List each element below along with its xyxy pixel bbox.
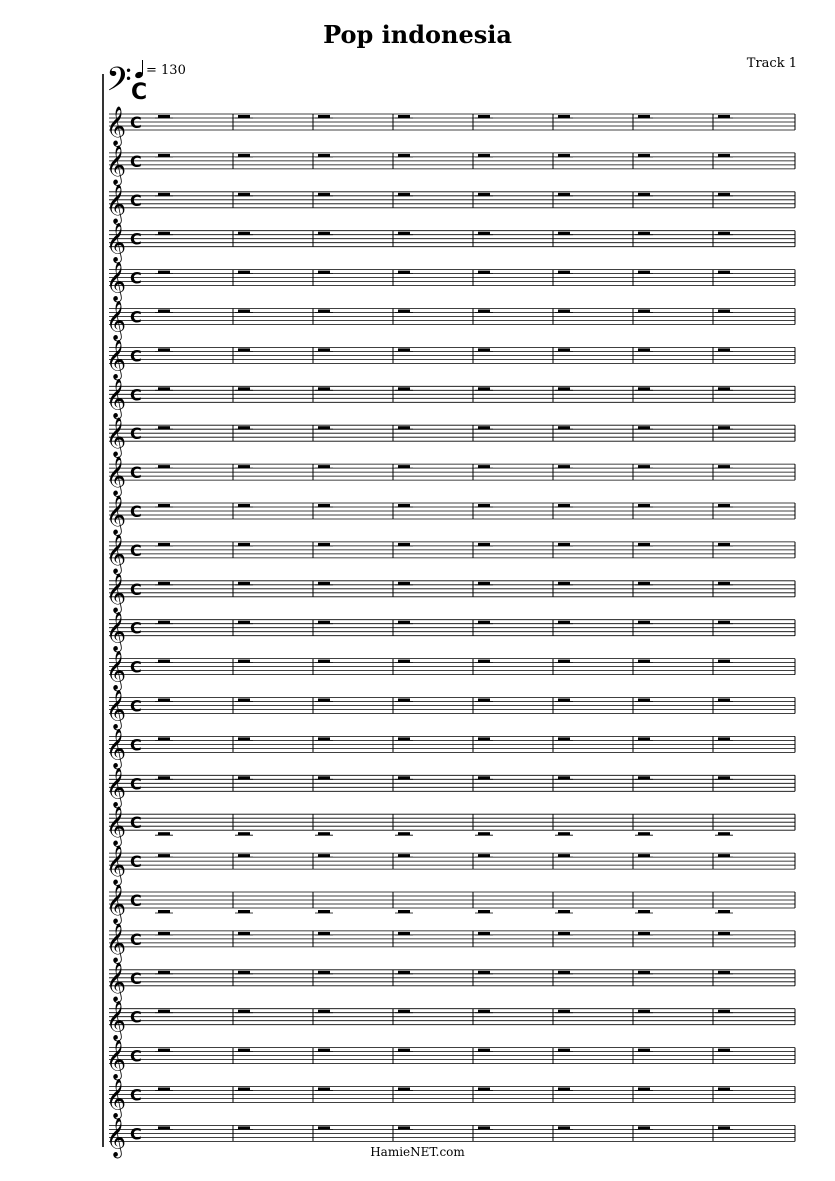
half-rest-icon: [398, 854, 410, 857]
half-rest-icon: [238, 426, 250, 429]
half-rest-icon: [638, 699, 650, 702]
half-rest-icon: [558, 387, 570, 390]
common-time-icon: C: [130, 891, 142, 910]
half-rest-icon: [238, 1126, 250, 1129]
half-rest-icon: [318, 154, 330, 157]
half-rest-icon: [478, 660, 490, 663]
half-rest-icon: [398, 426, 410, 429]
half-rest-icon: [158, 115, 170, 118]
treble-clef-icon: 𝄞: [106, 378, 127, 419]
half-rest-icon: [158, 1010, 170, 1013]
half-rest-icon: [718, 1049, 730, 1052]
half-rest-icon: [238, 310, 250, 313]
half-rest-icon: [558, 776, 570, 779]
half-rest-icon: [238, 854, 250, 857]
half-rest-icon: [238, 660, 250, 663]
treble-clef-icon: 𝄞: [106, 300, 127, 341]
half-rest-icon: [238, 193, 250, 196]
half-rest-icon: [478, 776, 490, 779]
half-rest-icon: [398, 932, 410, 935]
half-rest-icon: [238, 1010, 250, 1013]
half-rest-icon: [558, 621, 570, 624]
half-rest-icon: [238, 832, 250, 835]
half-rest-icon: [318, 504, 330, 507]
half-rest-icon: [478, 543, 490, 546]
half-rest-icon: [318, 1088, 330, 1091]
half-rest-icon: [718, 699, 730, 702]
half-rest-icon: [318, 426, 330, 429]
common-time-icon: C: [130, 1046, 142, 1066]
half-rest-icon: [638, 737, 650, 740]
half-rest-icon: [478, 971, 490, 974]
half-rest-icon: [638, 504, 650, 507]
half-rest-icon: [318, 737, 330, 740]
half-rest-icon: [558, 271, 570, 274]
half-rest-icon: [638, 310, 650, 313]
treble-clef-icon: 𝄞: [106, 183, 127, 224]
treble-clef-icon: 𝄞: [106, 222, 127, 263]
half-rest-icon: [158, 504, 170, 507]
half-rest-icon: [318, 971, 330, 974]
half-rest-icon: [638, 854, 650, 857]
half-rest-icon: [238, 115, 250, 118]
half-rest-icon: [558, 348, 570, 351]
half-rest-icon: [158, 854, 170, 857]
half-rest-icon: [158, 582, 170, 585]
half-rest-icon: [638, 971, 650, 974]
treble-clef-icon: 𝄞: [106, 884, 127, 924]
half-rest-icon: [718, 465, 730, 468]
treble-clef-icon: 𝄞: [106, 1078, 127, 1119]
half-rest-icon: [238, 232, 250, 235]
half-rest-icon: [478, 1126, 490, 1129]
treble-clef-icon: 𝄞: [106, 495, 127, 535]
half-rest-icon: [158, 737, 170, 740]
half-rest-icon: [158, 932, 170, 935]
half-rest-icon: [158, 387, 170, 390]
half-rest-icon: [318, 582, 330, 585]
half-rest-icon: [238, 387, 250, 390]
half-rest-icon: [718, 271, 730, 274]
half-rest-icon: [318, 1010, 330, 1013]
half-rest-icon: [318, 310, 330, 313]
half-rest-icon: [718, 1010, 730, 1013]
treble-clef-icon: 𝄞: [106, 261, 127, 302]
half-rest-icon: [478, 154, 490, 157]
common-time-icon: C: [130, 968, 142, 988]
half-rest-icon: [238, 1049, 250, 1052]
half-rest-icon: [558, 910, 570, 913]
half-rest-icon: [638, 115, 650, 118]
common-time-icon: C: [130, 813, 142, 833]
half-rest-icon: [718, 193, 730, 196]
half-rest-icon: [238, 699, 250, 702]
half-rest-icon: [638, 426, 650, 429]
treble-clef-icon: 𝄞: [106, 339, 127, 380]
half-rest-icon: [318, 543, 330, 546]
half-rest-icon: [398, 737, 410, 740]
half-rest-icon: [398, 1126, 410, 1129]
half-rest-icon: [398, 504, 410, 507]
half-rest-icon: [478, 504, 490, 507]
half-rest-icon: [558, 582, 570, 585]
half-rest-icon: [718, 932, 730, 935]
half-rest-icon: [718, 232, 730, 235]
half-rest-icon: [318, 699, 330, 702]
half-rest-icon: [398, 115, 410, 118]
half-rest-icon: [478, 115, 490, 118]
half-rest-icon: [238, 465, 250, 468]
half-rest-icon: [558, 232, 570, 235]
half-rest-icon: [638, 465, 650, 468]
common-time-icon: C: [130, 151, 142, 171]
half-rest-icon: [318, 1049, 330, 1052]
half-rest-icon: [398, 543, 410, 546]
half-rest-icon: [638, 271, 650, 274]
half-rest-icon: [158, 832, 170, 835]
half-rest-icon: [478, 348, 490, 351]
half-rest-icon: [558, 115, 570, 118]
half-rest-icon: [558, 154, 570, 157]
half-rest-icon: [718, 426, 730, 429]
half-rest-icon: [638, 543, 650, 546]
half-rest-icon: [558, 1049, 570, 1052]
half-rest-icon: [478, 232, 490, 235]
half-rest-icon: [398, 232, 410, 235]
half-rest-icon: [558, 310, 570, 313]
half-rest-icon: [478, 193, 490, 196]
half-rest-icon: [238, 1088, 250, 1091]
half-rest-icon: [478, 387, 490, 390]
half-rest-icon: [478, 832, 490, 835]
half-rest-icon: [318, 932, 330, 935]
common-time-icon: C: [130, 463, 142, 483]
half-rest-icon: [478, 910, 490, 913]
half-rest-icon: [478, 932, 490, 935]
half-rest-icon: [718, 543, 730, 546]
half-rest-icon: [638, 582, 650, 585]
half-rest-icon: [558, 832, 570, 835]
half-rest-icon: [478, 271, 490, 274]
common-time-icon: C: [130, 696, 142, 716]
treble-clef-icon: 𝄞: [106, 650, 127, 691]
half-rest-icon: [558, 1010, 570, 1013]
half-rest-icon: [478, 737, 490, 740]
treble-clef-icon: 𝄞: [106, 1000, 127, 1041]
half-rest-icon: [478, 1049, 490, 1052]
half-rest-icon: [718, 504, 730, 507]
half-rest-icon: [638, 776, 650, 779]
half-rest-icon: [638, 1088, 650, 1091]
half-rest-icon: [718, 1126, 730, 1129]
half-rest-icon: [398, 1049, 410, 1052]
half-rest-icon: [478, 699, 490, 702]
half-rest-icon: [558, 737, 570, 740]
half-rest-icon: [718, 776, 730, 779]
half-rest-icon: [158, 465, 170, 468]
half-rest-icon: [638, 910, 650, 913]
common-time-icon: C: [130, 579, 142, 599]
half-rest-icon: [158, 910, 170, 913]
treble-clef-icon: 𝄞: [106, 767, 127, 808]
half-rest-icon: [558, 932, 570, 935]
half-rest-icon: [718, 910, 730, 913]
half-rest-icon: [318, 832, 330, 835]
half-rest-icon: [558, 543, 570, 546]
half-rest-icon: [638, 621, 650, 624]
half-rest-icon: [478, 621, 490, 624]
half-rest-icon: [318, 854, 330, 857]
half-rest-icon: [158, 660, 170, 663]
half-rest-icon: [158, 776, 170, 779]
treble-clef-icon: 𝄞: [106, 689, 127, 730]
common-time-icon: C: [130, 618, 142, 638]
half-rest-icon: [558, 1088, 570, 1091]
half-rest-icon: [158, 271, 170, 274]
half-rest-icon: [638, 348, 650, 351]
half-rest-icon: [478, 426, 490, 429]
half-rest-icon: [718, 582, 730, 585]
half-rest-icon: [318, 232, 330, 235]
half-rest-icon: [398, 699, 410, 702]
treble-clef-icon: 𝄞: [106, 806, 127, 847]
half-rest-icon: [398, 621, 410, 624]
half-rest-icon: [238, 271, 250, 274]
half-rest-icon: [478, 854, 490, 857]
treble-clef-icon: 𝄞: [106, 728, 127, 769]
half-rest-icon: [638, 154, 650, 157]
half-rest-icon: [638, 1049, 650, 1052]
half-rest-icon: [318, 387, 330, 390]
half-rest-icon: [398, 582, 410, 585]
half-rest-icon: [718, 854, 730, 857]
common-time-icon: C: [130, 190, 142, 210]
half-rest-icon: [478, 1088, 490, 1091]
treble-clef-icon: 𝄞: [106, 533, 127, 574]
half-rest-icon: [718, 660, 730, 663]
half-rest-icon: [398, 1010, 410, 1013]
half-rest-icon: [158, 426, 170, 429]
half-rest-icon: [398, 193, 410, 196]
half-rest-icon: [558, 465, 570, 468]
half-rest-icon: [318, 348, 330, 351]
half-rest-icon: [158, 621, 170, 624]
track-label: Track 1: [746, 56, 797, 71]
half-rest-icon: [318, 193, 330, 196]
common-time-icon: C: [130, 346, 142, 366]
half-rest-icon: [238, 582, 250, 585]
half-rest-icon: [718, 971, 730, 974]
half-rest-icon: [478, 1010, 490, 1013]
half-rest-icon: [158, 699, 170, 702]
common-time-icon: C: [131, 80, 148, 105]
half-rest-icon: [238, 543, 250, 546]
treble-clef-icon: 𝄞: [106, 144, 127, 185]
half-rest-icon: [638, 1126, 650, 1129]
half-rest-icon: [318, 621, 330, 624]
common-time-icon: C: [130, 657, 142, 677]
common-time-icon: C: [130, 540, 142, 560]
half-rest-icon: [398, 465, 410, 468]
common-time-icon: C: [130, 929, 142, 949]
common-time-icon: C: [130, 1124, 142, 1144]
half-rest-icon: [158, 193, 170, 196]
treble-clef-icon: 𝄞: [106, 845, 127, 886]
half-rest-icon: [398, 387, 410, 390]
half-rest-icon: [718, 387, 730, 390]
half-rest-icon: [318, 271, 330, 274]
treble-clef-icon: 𝄞: [106, 1039, 127, 1080]
half-rest-icon: [638, 660, 650, 663]
half-rest-icon: [718, 621, 730, 624]
half-rest-icon: [558, 193, 570, 196]
half-rest-icon: [718, 115, 730, 118]
half-rest-icon: [558, 1126, 570, 1129]
half-rest-icon: [398, 154, 410, 157]
half-rest-icon: [398, 348, 410, 351]
half-rest-icon: [398, 1088, 410, 1091]
score-title: Pop indonesia: [323, 20, 512, 49]
half-rest-icon: [158, 1088, 170, 1091]
treble-clef-icon: 𝄞: [106, 106, 127, 146]
half-rest-icon: [158, 232, 170, 235]
half-rest-icon: [398, 660, 410, 663]
half-rest-icon: [558, 660, 570, 663]
treble-clef-icon: 𝄞: [106, 922, 127, 963]
half-rest-icon: [398, 310, 410, 313]
half-rest-icon: [238, 154, 250, 157]
half-rest-icon: [158, 310, 170, 313]
half-rest-icon: [718, 1088, 730, 1091]
tempo-marking: = 130: [146, 63, 186, 78]
half-rest-icon: [718, 832, 730, 835]
half-rest-icon: [398, 971, 410, 974]
half-rest-icon: [158, 154, 170, 157]
footer-credit: HamieNET.com: [370, 1145, 465, 1159]
half-rest-icon: [478, 465, 490, 468]
half-rest-icon: [318, 1126, 330, 1129]
half-rest-icon: [318, 776, 330, 779]
common-time-icon: C: [130, 1085, 142, 1105]
half-rest-icon: [318, 660, 330, 663]
half-rest-icon: [158, 1126, 170, 1129]
half-rest-icon: [398, 832, 410, 835]
half-rest-icon: [558, 971, 570, 974]
half-rest-icon: [238, 971, 250, 974]
half-rest-icon: [158, 348, 170, 351]
treble-clef-icon: 𝄞: [106, 1117, 127, 1158]
half-rest-icon: [158, 1049, 170, 1052]
half-rest-icon: [398, 271, 410, 274]
common-time-icon: C: [130, 424, 142, 444]
half-rest-icon: [318, 465, 330, 468]
common-time-icon: C: [130, 229, 142, 249]
common-time-icon: C: [130, 852, 142, 872]
half-rest-icon: [638, 193, 650, 196]
half-rest-icon: [478, 310, 490, 313]
common-time-icon: C: [130, 502, 142, 521]
half-rest-icon: [398, 910, 410, 913]
half-rest-icon: [478, 582, 490, 585]
half-rest-icon: [238, 504, 250, 507]
treble-clef-icon: 𝄞: [106, 611, 127, 652]
half-rest-icon: [318, 115, 330, 118]
half-rest-icon: [238, 776, 250, 779]
half-rest-icon: [718, 348, 730, 351]
common-time-icon: C: [130, 385, 142, 405]
treble-clef-icon: 𝄞: [106, 961, 127, 1002]
treble-clef-icon: 𝄞: [106, 417, 127, 458]
common-time-icon: C: [130, 774, 142, 794]
half-rest-icon: [558, 426, 570, 429]
half-rest-icon: [718, 310, 730, 313]
half-rest-icon: [158, 543, 170, 546]
half-rest-icon: [558, 504, 570, 507]
half-rest-icon: [238, 932, 250, 935]
half-rest-icon: [238, 737, 250, 740]
half-rest-icon: [398, 776, 410, 779]
common-time-icon: C: [130, 1007, 142, 1027]
treble-clef-icon: 𝄞: [106, 456, 127, 497]
half-rest-icon: [238, 910, 250, 913]
half-rest-icon: [238, 621, 250, 624]
half-rest-icon: [638, 387, 650, 390]
half-rest-icon: [638, 232, 650, 235]
treble-clef-icon: 𝄞: [106, 572, 127, 613]
common-time-icon: C: [130, 307, 142, 327]
half-rest-icon: [158, 971, 170, 974]
half-rest-icon: [638, 1010, 650, 1013]
half-rest-icon: [558, 699, 570, 702]
common-time-icon: C: [130, 735, 142, 755]
half-rest-icon: [718, 154, 730, 157]
common-time-icon: C: [130, 113, 142, 132]
common-time-icon: C: [130, 268, 142, 288]
half-rest-icon: [638, 932, 650, 935]
half-rest-icon: [238, 348, 250, 351]
half-rest-icon: [718, 737, 730, 740]
half-rest-icon: [318, 910, 330, 913]
bass-clef-icon: 𝄢: [106, 61, 132, 107]
half-rest-icon: [558, 854, 570, 857]
half-rest-icon: [638, 832, 650, 835]
